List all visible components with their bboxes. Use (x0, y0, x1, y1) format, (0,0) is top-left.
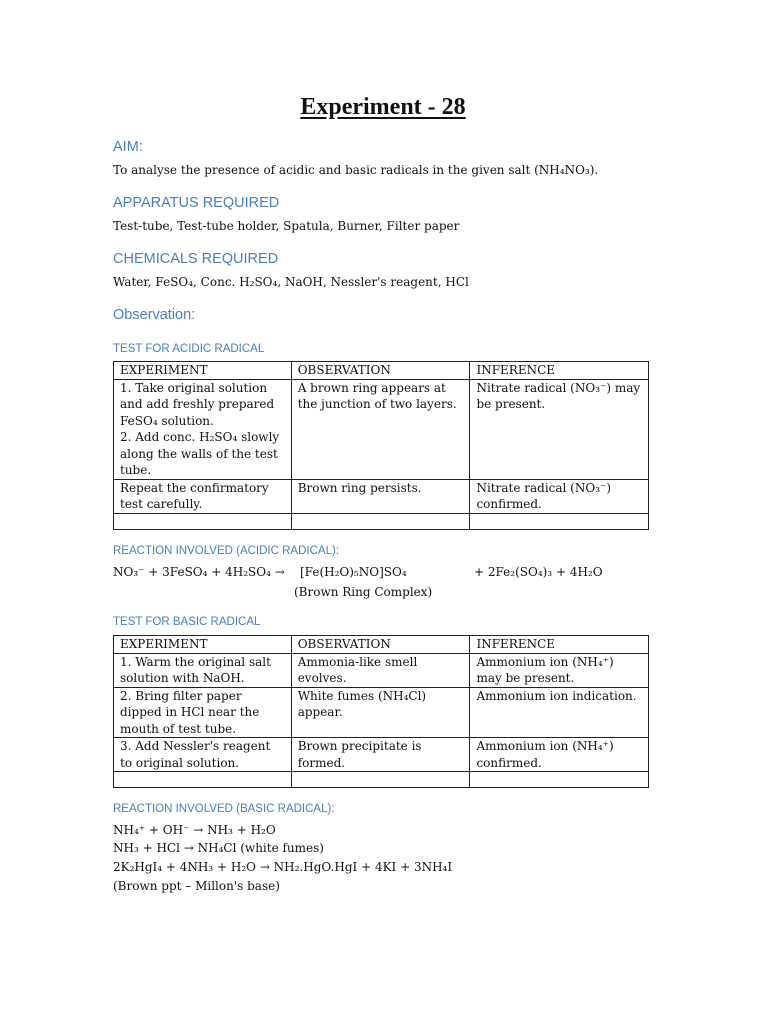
acidic-reaction-complex: [Fe(H₂O)₅NO]SO₄ (300, 565, 407, 579)
table-cell: Brown ring persists. (291, 479, 470, 513)
table-cell: Ammonium ion indication. (470, 687, 649, 738)
acidic-reaction-right: + 2Fe₂(SO₄)₃ + 4H₂O (474, 565, 603, 579)
chemicals-text: Water, FeSO₄, Conc. H₂SO₄, NaOH, Nessler's reagent, HCl (113, 275, 469, 289)
aim-text: To analyse the presence of acidic and basic radicals in the given salt (NH₄NO₃). (113, 163, 599, 177)
table-cell: Brown precipitate is formed. (291, 738, 470, 772)
basic-reaction-line: NH₃ + HCl → NH₄Cl (white fumes) (113, 841, 324, 855)
header-cell: EXPERIMENT (114, 362, 292, 380)
table-cell: 3. Add Nessler's reagent to original solution. (114, 738, 292, 772)
table-cell: A brown ring appears at the junction of two layers. (291, 379, 470, 479)
table-cell: Nitrate radical (NO₃⁻) confirmed. (470, 479, 649, 513)
table-cell: 2. Bring filter paper dipped in HCl near the mouth of test tube. (114, 687, 292, 738)
table-header-row (114, 362, 649, 380)
basic-reaction-heading: REACTION INVOLVED (BASIC RADICAL): (113, 803, 335, 815)
header-cell: OBSERVATION (291, 362, 470, 380)
acidic-radical-table (113, 361, 649, 530)
table-cell: 1. Warm the original salt solution with NaOH. (114, 653, 292, 687)
brown-ring-note: (Brown Ring Complex) (294, 585, 433, 599)
aim-heading: AIM: (113, 139, 143, 155)
acidic-reaction-heading: REACTION INVOLVED (ACIDIC RADICAL): (113, 545, 339, 557)
table-cell (114, 772, 292, 788)
basic-reaction-line: NH₄⁺ + OH⁻ → NH₃ + H₂O (113, 823, 276, 837)
table-row (114, 653, 649, 687)
page-title: Experiment - 28 (300, 94, 466, 120)
apparatus-heading: APPARATUS REQUIRED (113, 195, 280, 211)
table-row (114, 513, 649, 529)
table-cell (114, 513, 292, 529)
table-row (114, 738, 649, 772)
table-cell (291, 513, 470, 529)
table-cell: Ammonium ion (NH₄⁺) may be present. (470, 653, 649, 687)
table-row (114, 379, 649, 479)
table-cell (470, 513, 649, 529)
table-cell: 1. Take original solution and add freshly prepared FeSO₄ solution. 2. Add conc. H₂SO₄ slowly along the walls of the test tube. (114, 379, 292, 479)
table-header-row (114, 636, 649, 654)
header-cell: INFERENCE (470, 362, 649, 380)
chemicals-heading: CHEMICALS REQUIRED (113, 251, 279, 267)
table-cell: Repeat the confirmatory test carefully. (114, 479, 292, 513)
table-cell: White fumes (NH₄Cl) appear. (291, 687, 470, 738)
acidic-reaction-left: NO₃⁻ + 3FeSO₄ + 4H₂SO₄ → (113, 565, 285, 579)
header-cell: EXPERIMENT (114, 636, 292, 654)
header-cell: INFERENCE (470, 636, 649, 654)
table-cell: Nitrate radical (NO₃⁻) may be present. (470, 379, 649, 479)
table-row (114, 479, 649, 513)
basic-radical-table (113, 635, 649, 788)
basic-table-heading: TEST FOR BASIC RADICAL (113, 616, 261, 628)
table-cell: Ammonium ion (NH₄⁺) confirmed. (470, 738, 649, 772)
table-cell (291, 772, 470, 788)
table-cell (470, 772, 649, 788)
table-cell: Ammonia-like smell evolves. (291, 653, 470, 687)
header-cell: OBSERVATION (291, 636, 470, 654)
observation-heading: Observation: (113, 307, 196, 323)
basic-reaction-line: 2K₂HgI₄ + 4NH₃ + H₂O → NH₂.HgO.HgI + 4KI + 3NH₄I (113, 860, 453, 874)
table-row (114, 687, 649, 738)
apparatus-text: Test-tube, Test-tube holder, Spatula, Burner, Filter paper (113, 219, 460, 233)
basic-reaction-line: (Brown ppt – Millon's base) (113, 879, 280, 893)
table-row (114, 772, 649, 788)
acidic-table-heading: TEST FOR ACIDIC RADICAL (113, 343, 265, 355)
